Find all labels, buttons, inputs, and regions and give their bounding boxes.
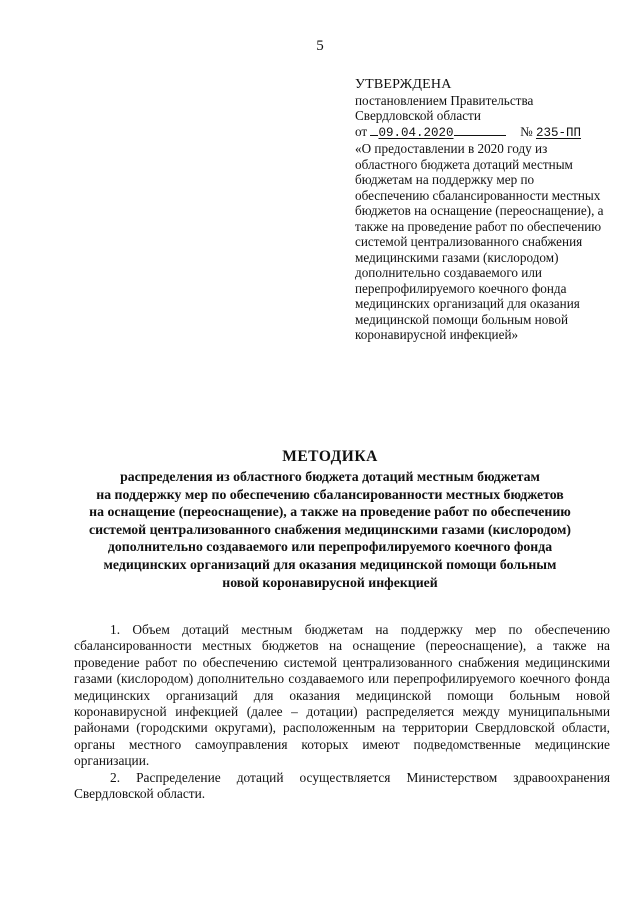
number-value: 235-ПП: [535, 125, 581, 140]
method-subtitle-line: на поддержку мер по обеспечению сбалансированности местных бюджетов: [96, 486, 564, 502]
method-subtitle-line: распределения из областного бюджета дотаций местным бюджетам: [120, 469, 540, 484]
method-subtitle-line: на оснащение (переоснащение), а также на проведение работ по обеспечению: [89, 504, 571, 520]
approval-resolution-line: постановлением Правительства: [355, 92, 534, 108]
date-value: 09.04.2020: [378, 125, 454, 140]
paragraph-1: 1. Объем дотаций местным бюджетам на поддержку мер по обеспечению сбалансированности местных бюджетов на оснащение (переоснащение), а также на проведение работ по обеспечению системой централизованного снабжения медицинскими газами (кислородом) дополнительно создаваемого или перепрофилируемого коечного фонда медицинских организаций для оказания медицинской помощи больным новой коронавирусной инфекцией (далее – дотации) распределяется между муниципальными районами (городскими округами), расположенным на территории Свердловской области, органы местного самоуправления которых имеют подведомственные медицинские организации.: [74, 622, 610, 769]
method-subtitle-line: дополнительно создаваемого или перепрофилируемого коечного фонда: [107, 539, 553, 555]
approved-label: УТВЕРЖДЕНА: [355, 77, 452, 92]
method-subtitle-line: медицинских организаций для оказания медицинской помощи больным: [103, 556, 557, 572]
number-prefix: №: [520, 123, 533, 139]
date-blank-right: [454, 135, 506, 136]
method-subtitle-line: новой коронавирусной инфекцией: [222, 574, 438, 590]
approval-stamp-block: [355, 77, 615, 343]
page-number: 5: [316, 38, 324, 54]
paragraph-2: 2. Распределение дотаций осуществляется Министерством здравоохранения Свердловской области.: [74, 769, 610, 802]
approval-date-number-line: [355, 124, 615, 142]
method-subtitle-line: системой централизованного снабжения медицинскими газами (кислородом): [88, 521, 572, 537]
method-heading: МЕТОДИКА: [282, 448, 378, 465]
date-prefix: от: [355, 123, 368, 139]
approval-region-line: Свердловской области: [355, 108, 481, 123]
method-subtitle: [60, 468, 600, 591]
method-title-block: [60, 448, 600, 591]
approval-title-quote: «О предоставлении в 2020 году из областного бюджета дотаций местным бюджетам на поддержку мер по обеспечению сбалансированности местных бюджетов на оснащение (переоснащение), а также на проведение работ по обеспечению системой централизованного снабжения медицинскими газами (кислородом) дополнительно создаваемого или перепрофилируемого коечного фонда медицинских организаций для оказания медицинской помощи больным новой коронавирусной инфекцией»: [355, 141, 604, 342]
document-body: [74, 622, 610, 802]
